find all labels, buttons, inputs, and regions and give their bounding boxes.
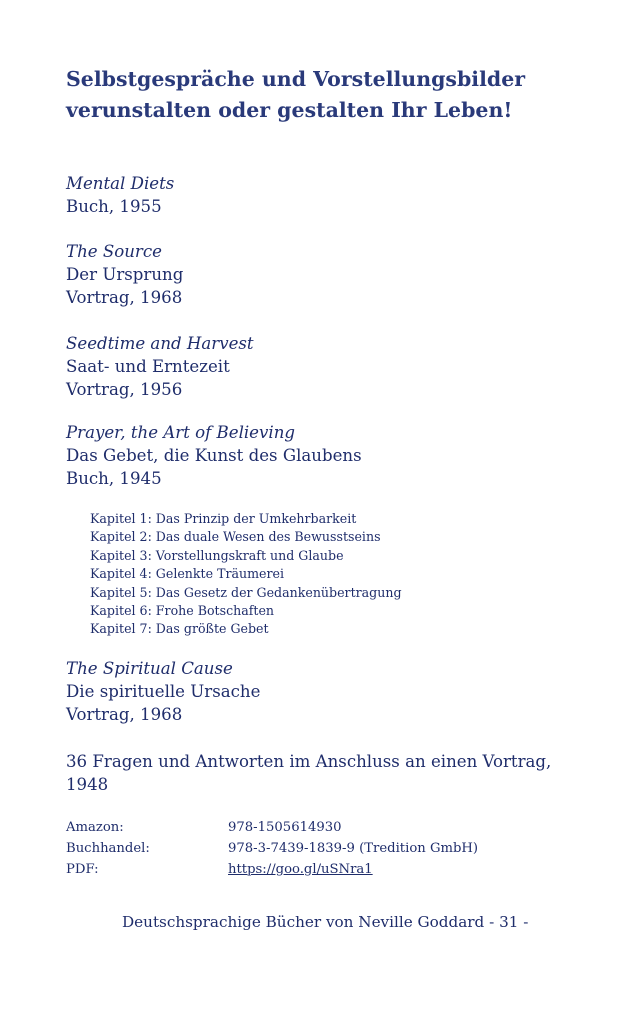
buchhandel-value: 978-3-7439-1839-9 (Tredition GmbH) xyxy=(228,841,479,856)
entry-title: Prayer, the Art of Believing xyxy=(66,423,295,442)
entry-year: 1948 xyxy=(66,775,109,794)
entry-mental-diets xyxy=(66,172,174,218)
chapter-item: Kapitel 6: Frohe Botschaften xyxy=(90,603,275,619)
amazon-value: 978-1505614930 xyxy=(228,820,342,835)
entry-spiritual-cause xyxy=(66,657,260,726)
entry-info: Vortrag, 1956 xyxy=(66,380,183,399)
pdf-link[interactable]: https://goo.gl/uSNra1 xyxy=(228,862,373,877)
pdf-row xyxy=(66,859,478,880)
amazon-row xyxy=(66,817,478,838)
availability-table xyxy=(66,817,478,880)
entry-title: 36 Fragen und Antworten im Anschluss an einen Vortrag, xyxy=(66,752,552,771)
chapter-item: Kapitel 5: Das Gesetz der Gedankenübertragung xyxy=(90,584,402,600)
entry-seedtime-and-harvest xyxy=(66,332,254,401)
entry-title: Seedtime and Harvest xyxy=(66,334,254,353)
entry-subtitle: Das Gebet, die Kunst des Glaubens xyxy=(66,446,362,465)
entry-info: Vortrag, 1968 xyxy=(66,705,183,724)
buchhandel-label: Buchhandel: xyxy=(66,841,150,856)
amazon-label: Amazon: xyxy=(66,820,124,835)
chapter-item: Kapitel 1: Das Prinzip der Umkehrbarkeit xyxy=(90,511,357,526)
page-footer: Deutschsprachige Bücher von Neville Goddard - 31 - xyxy=(122,913,529,931)
title-line-2: verunstalten oder gestalten Ihr Leben! xyxy=(66,98,513,122)
pdf-label: PDF: xyxy=(66,862,99,877)
chapter-list xyxy=(90,510,402,639)
entry-36-fragen xyxy=(66,750,551,796)
entry-subtitle: Die spirituelle Ursache xyxy=(66,682,261,701)
title-line-1: Selbstgespräche und Vorstellungsbilder xyxy=(66,67,526,91)
entry-prayer xyxy=(66,421,362,490)
entry-info: Buch, 1945 xyxy=(66,469,162,488)
chapter-item: Kapitel 7: Das größte Gebet xyxy=(90,621,269,637)
page-title xyxy=(66,64,586,126)
entry-the-source xyxy=(66,240,183,309)
entry-subtitle: Saat- und Erntezeit xyxy=(66,357,230,376)
entry-info: Vortrag, 1968 xyxy=(66,288,183,307)
buchhandel-row xyxy=(66,838,478,859)
chapter-item: Kapitel 2: Das duale Wesen des Bewusstseins xyxy=(90,529,381,545)
chapter-item: Kapitel 4: Gelenkte Träumerei xyxy=(90,566,284,582)
chapter-item: Kapitel 3: Vorstellungskraft und Glaube xyxy=(90,547,344,563)
entry-title: The Source xyxy=(66,242,162,261)
entry-info: Buch, 1955 xyxy=(66,197,162,216)
entry-title: The Spiritual Cause xyxy=(66,659,233,678)
entry-subtitle: Der Ursprung xyxy=(66,265,184,284)
entry-title: Mental Diets xyxy=(66,174,175,193)
